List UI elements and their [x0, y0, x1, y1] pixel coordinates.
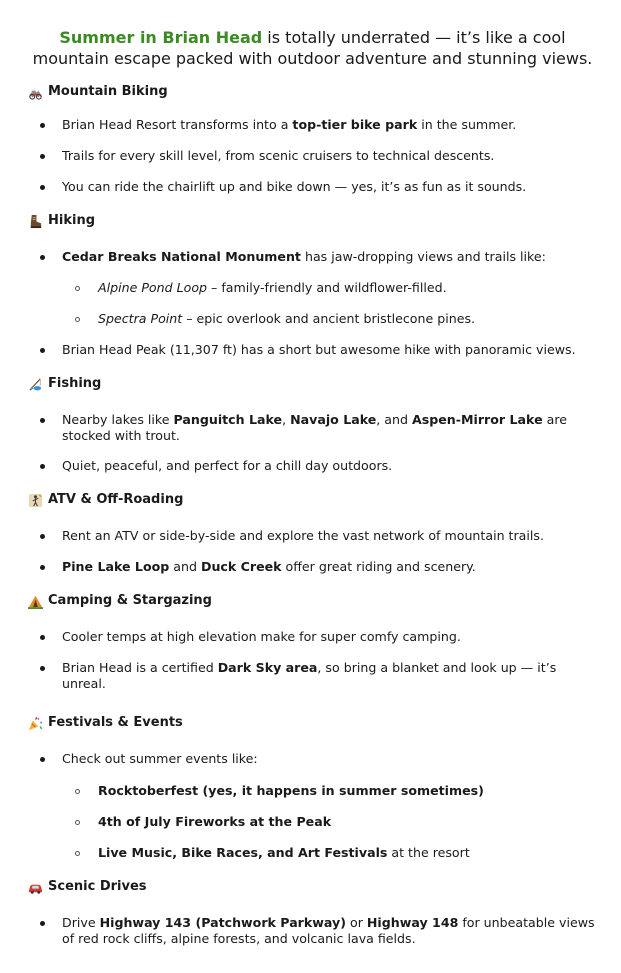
text-run: offer great riding and scenery. — [281, 559, 476, 574]
text-run: in the summer. — [417, 117, 517, 132]
bold-run: Duck Creek — [200, 559, 282, 574]
intro-paragraph — [20, 27, 605, 69]
heading-label: Hiking — [48, 213, 95, 228]
list-item — [62, 412, 602, 444]
text-run: are stocked with trout. — [62, 412, 567, 443]
sub-list-item — [98, 280, 598, 296]
heading-label: Festivals & Events — [48, 715, 183, 730]
bold-run: Dark Sky area — [217, 660, 318, 675]
list-item: Trails for every skill level, from scenic cruisers to technical descents. — [62, 148, 602, 164]
text-run: at the resort — [387, 845, 470, 860]
hiking-boot-icon — [28, 214, 43, 229]
heading-atv-off-roading — [28, 492, 183, 508]
text-run: , and — [376, 412, 412, 427]
camping-tent-icon — [28, 594, 43, 609]
italic-run: Alpine Pond Loop — [98, 280, 208, 295]
text-run: Nearby lakes like — [62, 412, 174, 427]
heading-label: Fishing — [48, 376, 102, 391]
party-popper-icon — [28, 716, 43, 731]
text-run: for unbeatable views of red rock cliffs, alpine forests, and volcanic lava fields. — [62, 915, 595, 946]
bold-run: Rocktoberfest (yes, it happens in summer sometimes) — [98, 783, 484, 798]
list-item — [62, 559, 602, 575]
sub-list-item — [98, 814, 598, 830]
bold-run: Navajo Lake — [290, 412, 377, 427]
list-item: Quiet, peaceful, and perfect for a chill day outdoors. — [62, 458, 602, 474]
bold-run: 4th of July Fireworks at the Peak — [98, 814, 332, 829]
text-run: Brian Head Resort transforms into a — [62, 117, 293, 132]
bold-run: Cedar Breaks National Monument — [62, 249, 301, 264]
bold-run: Pine Lake Loop — [62, 559, 170, 574]
bold-run: Live Music, Bike Races, and Art Festivals — [98, 845, 388, 860]
heading-festivals-events — [28, 715, 183, 731]
heading-camping-stargazing — [28, 593, 212, 609]
sub-list-item — [98, 311, 598, 327]
text-run: and — [169, 559, 201, 574]
intro-brand: Summer in Brian Head — [59, 28, 263, 47]
heading-label: Mountain Biking — [48, 84, 168, 99]
atv-rider-icon — [28, 493, 43, 508]
bold-run: Panguitch Lake — [173, 412, 283, 427]
list-item — [62, 249, 602, 265]
list-item: Brian Head Peak (11,307 ft) has a short but awesome hike with panoramic views. — [62, 342, 602, 358]
bold-run: Highway 148 — [366, 915, 459, 930]
text-run: has jaw-dropping views and trails like: — [300, 249, 546, 264]
text-run: Brian Head is a certified — [62, 660, 218, 675]
heading-mountain-biking — [28, 84, 168, 100]
list-item: Rent an ATV or side-by-side and explore the vast network of mountain trails. — [62, 528, 602, 544]
bold-run: top-tier bike park — [292, 117, 418, 132]
heading-hiking — [28, 213, 95, 229]
list-item: Cooler temps at high elevation make for super comfy camping. — [62, 629, 602, 645]
text-run: or — [345, 915, 367, 930]
text-run: , so bring a blanket and look up — it’s unreal. — [62, 660, 557, 691]
heading-label: Camping & Stargazing — [48, 593, 212, 608]
list-item — [62, 117, 602, 133]
heading-scenic-drives — [28, 879, 147, 895]
fishing-pole-icon — [28, 377, 43, 392]
intro-text: is totally underrated — it’s like a cool mountain escape packed with outdoor adventure and stunning views. — [32, 28, 593, 68]
text-run: Drive — [62, 915, 100, 930]
mountain-bike-icon — [28, 85, 43, 100]
red-car-icon — [28, 880, 43, 895]
heading-label: Scenic Drives — [48, 879, 147, 894]
text-run: – family-friendly and wildflower-filled. — [207, 280, 447, 295]
italic-run: Spectra Point — [98, 311, 183, 326]
bold-run: Highway 143 (Patchwork Parkway) — [99, 915, 346, 930]
list-item — [62, 660, 602, 692]
list-item — [62, 915, 602, 947]
list-item: You can ride the chairlift up and bike down — yes, it’s as fun as it sounds. — [62, 179, 602, 195]
list-item: Check out summer events like: — [62, 751, 602, 767]
text-run: – epic overlook and ancient bristlecone pines. — [182, 311, 476, 326]
text-run: , — [282, 412, 291, 427]
bold-run: Aspen-Mirror Lake — [412, 412, 543, 427]
heading-fishing — [28, 376, 101, 392]
heading-label: ATV & Off-Roading — [48, 492, 184, 507]
sub-list-item — [98, 783, 598, 799]
sub-list-item — [98, 845, 598, 861]
